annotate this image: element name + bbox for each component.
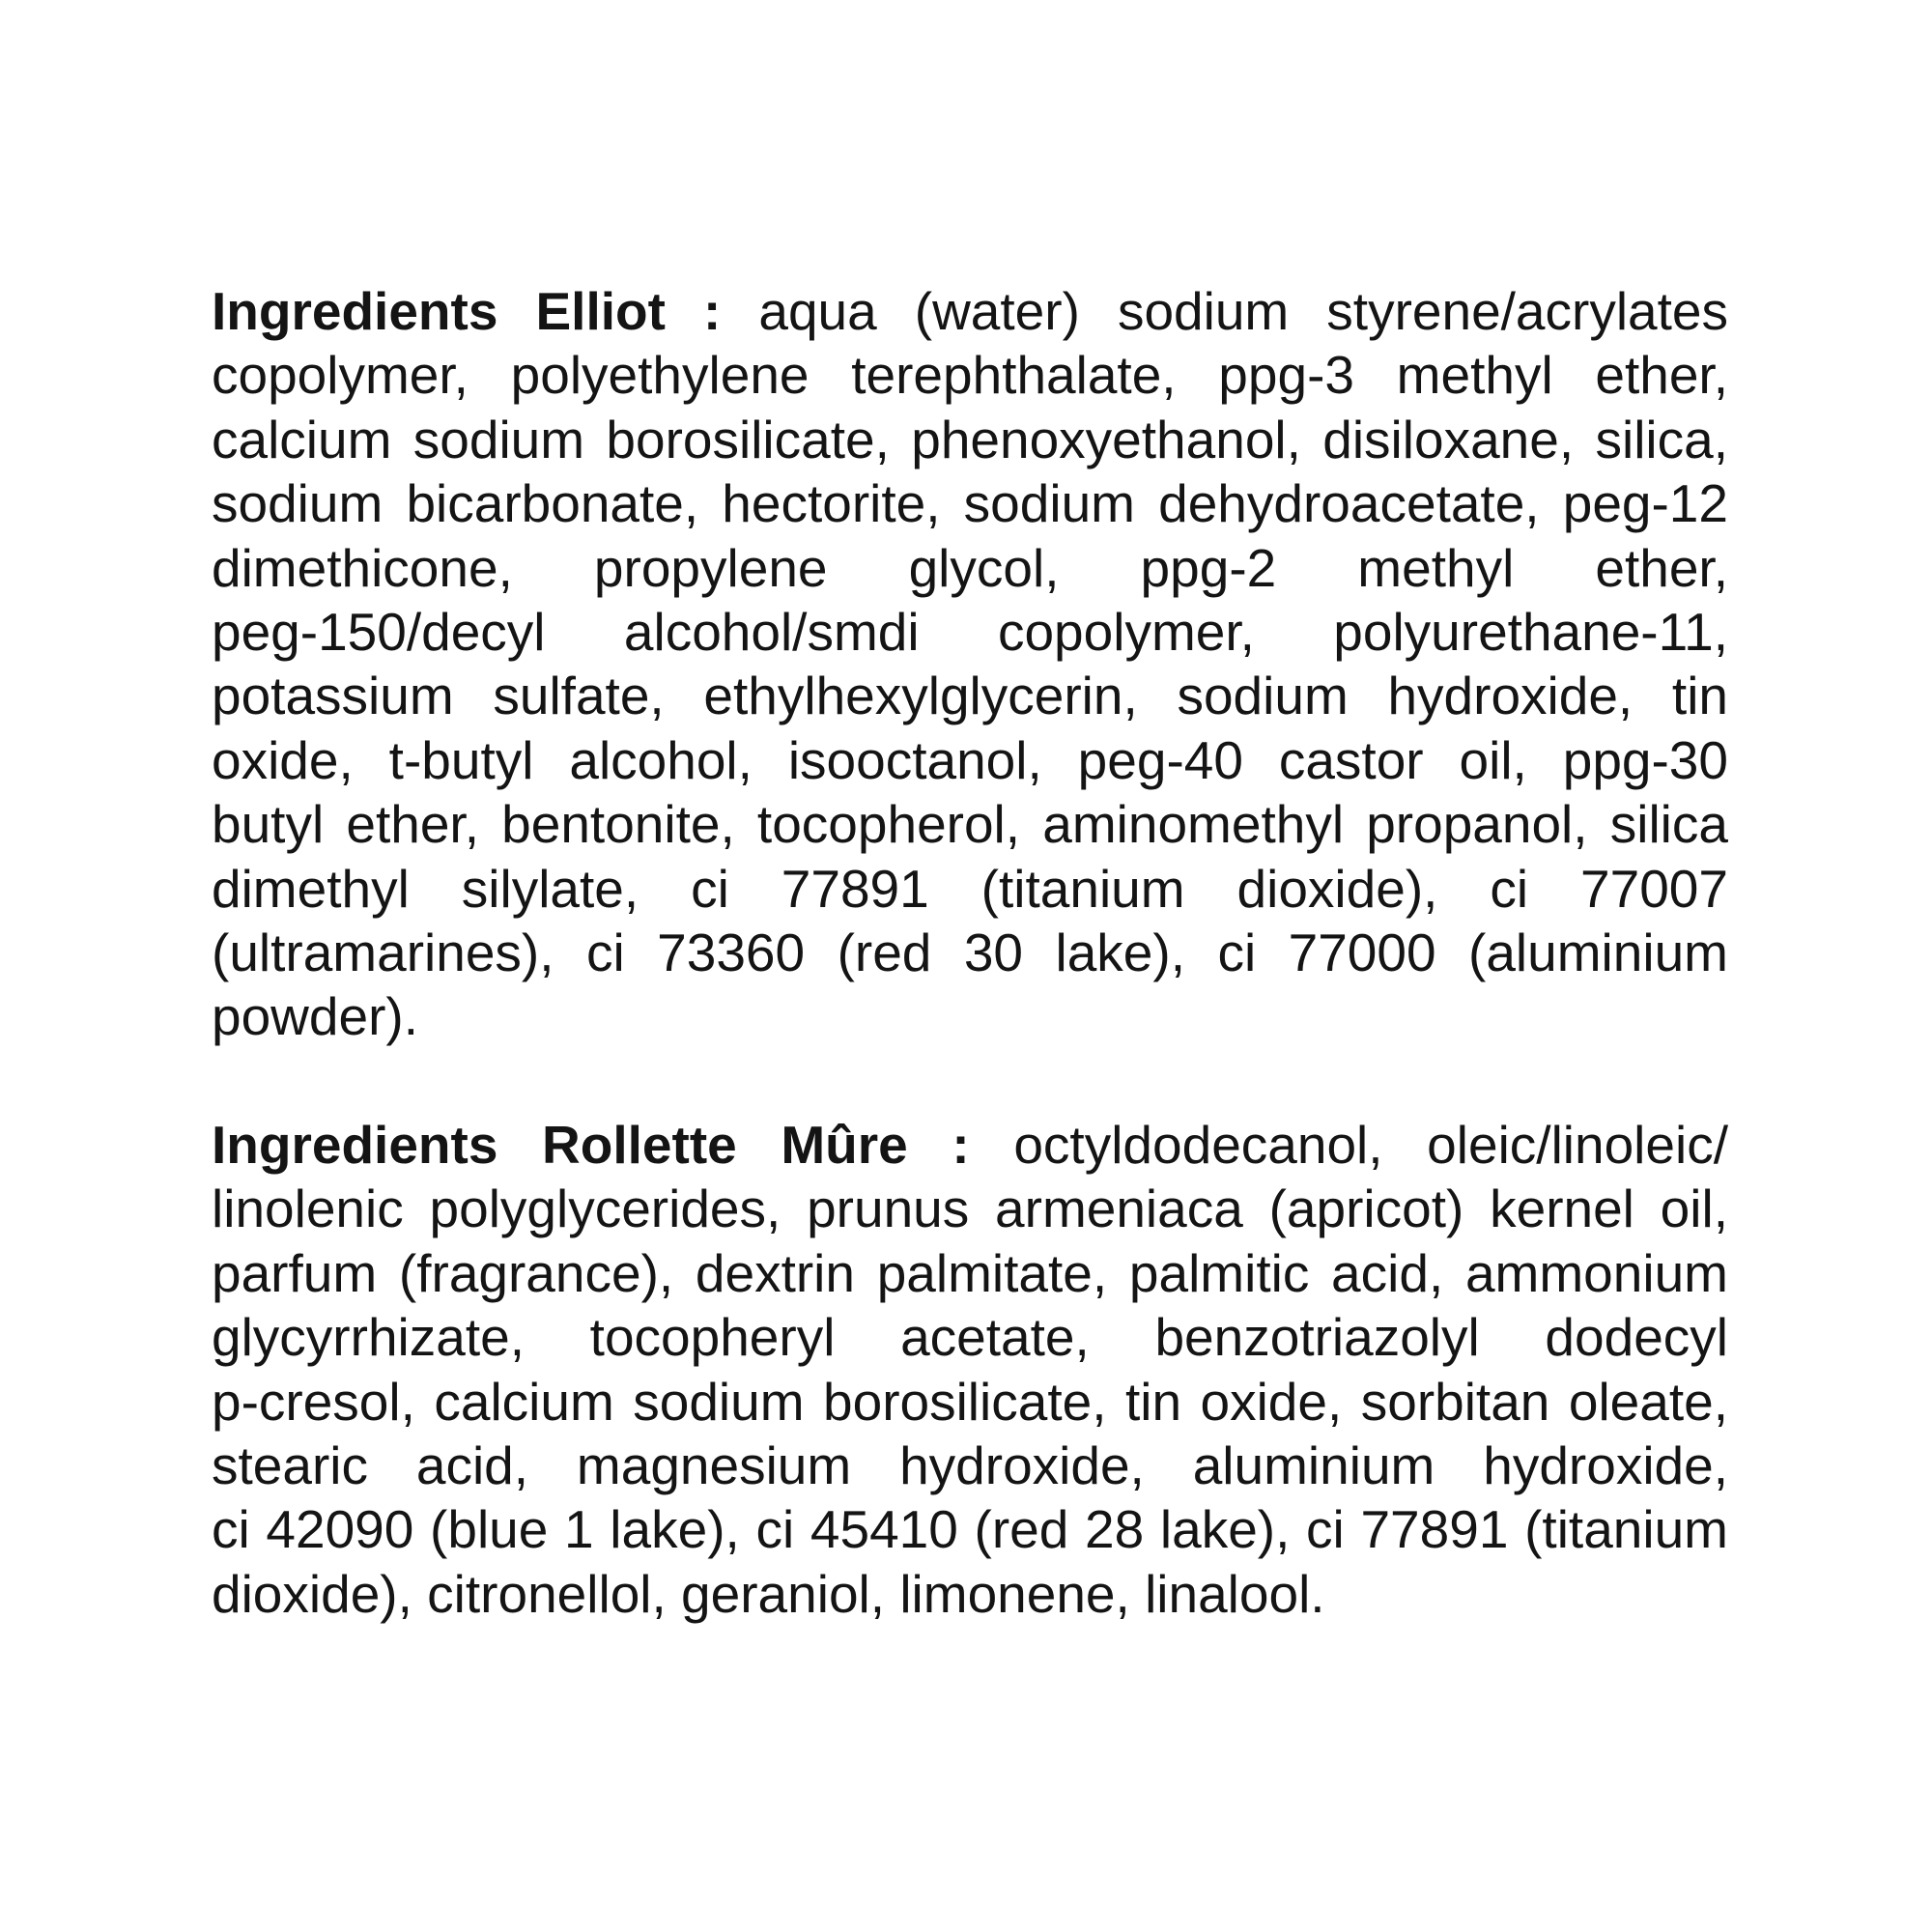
ingredients-paragraph-elliot xyxy=(212,279,1728,1049)
ingredients-label-elliot: Ingredients Elliot : xyxy=(212,281,722,341)
ingredients-line: glycyrrhizate, tocopheryl acetate, benzotriazolyl dodecyl xyxy=(212,1307,1728,1368)
ingredients-line: (ultramarines), ci 73360 (red 30 lake), ci 77000 (aluminium xyxy=(212,922,1728,982)
ingredients-line: oxide, t-butyl alcohol, isooctanol, peg-40 castor oil, ppg-30 xyxy=(212,729,1728,790)
ingredients-line: sodium bicarbonate, hectorite, sodium dehydroacetate, peg-12 xyxy=(212,473,1728,534)
ingredients-line: dimethicone, propylene glycol, ppg-2 methyl ether, xyxy=(212,537,1728,598)
ingredients-line-text: octyldodecanol, oleic/linoleic/ xyxy=(1013,1115,1728,1176)
ingredients-line: parfum (fragrance), dextrin palmitate, palmitic acid, ammonium xyxy=(212,1242,1728,1303)
ingredients-label-rollette-mure: Ingredients Rollette Mûre : xyxy=(212,1115,970,1176)
ingredients-line: linolenic polyglycerides, prunus armeniaca (apricot) kernel oil, xyxy=(212,1179,1728,1239)
ingredients-line: dimethyl silylate, ci 77891 (titanium dioxide), ci 77007 xyxy=(212,858,1728,919)
ingredients-line: copolymer, polyethylene terephthalate, ppg-3 methyl ether, xyxy=(212,345,1728,406)
ingredients-line: calcium sodium borosilicate, phenoxyethanol, disiloxane, silica, xyxy=(212,409,1728,469)
ingredients-line: peg-150/decyl alcohol/smdi copolymer, polyurethane-11, xyxy=(212,601,1728,662)
ingredients-paragraph-rollette-mure xyxy=(212,1113,1728,1626)
ingredients-line: p-cresol, calcium sodium borosilicate, tin oxide, sorbitan oleate, xyxy=(212,1371,1728,1432)
ingredients-line: stearic acid, magnesium hydroxide, aluminium hydroxide, xyxy=(212,1435,1728,1496)
ingredients-line: powder). xyxy=(212,986,418,1047)
ingredients-line: potassium sulfate, ethylhexylglycerin, sodium hydroxide, tin xyxy=(212,666,1728,726)
ingredients-line xyxy=(212,279,1728,343)
ingredients-line: dioxide), citronellol, geraniol, limonene, linalool. xyxy=(212,1563,1325,1624)
ingredients-line-text: aqua (water) sodium styrene/acrylates xyxy=(758,281,1729,341)
ingredients-line: butyl ether, bentonite, tocopherol, aminomethyl propanol, silica xyxy=(212,794,1728,855)
ingredients-line: ci 42090 (blue 1 lake), ci 45410 (red 28 lake), ci 77891 (titanium xyxy=(212,1499,1728,1560)
ingredients-text-block xyxy=(212,279,1728,1626)
ingredients-line xyxy=(212,1113,1728,1177)
